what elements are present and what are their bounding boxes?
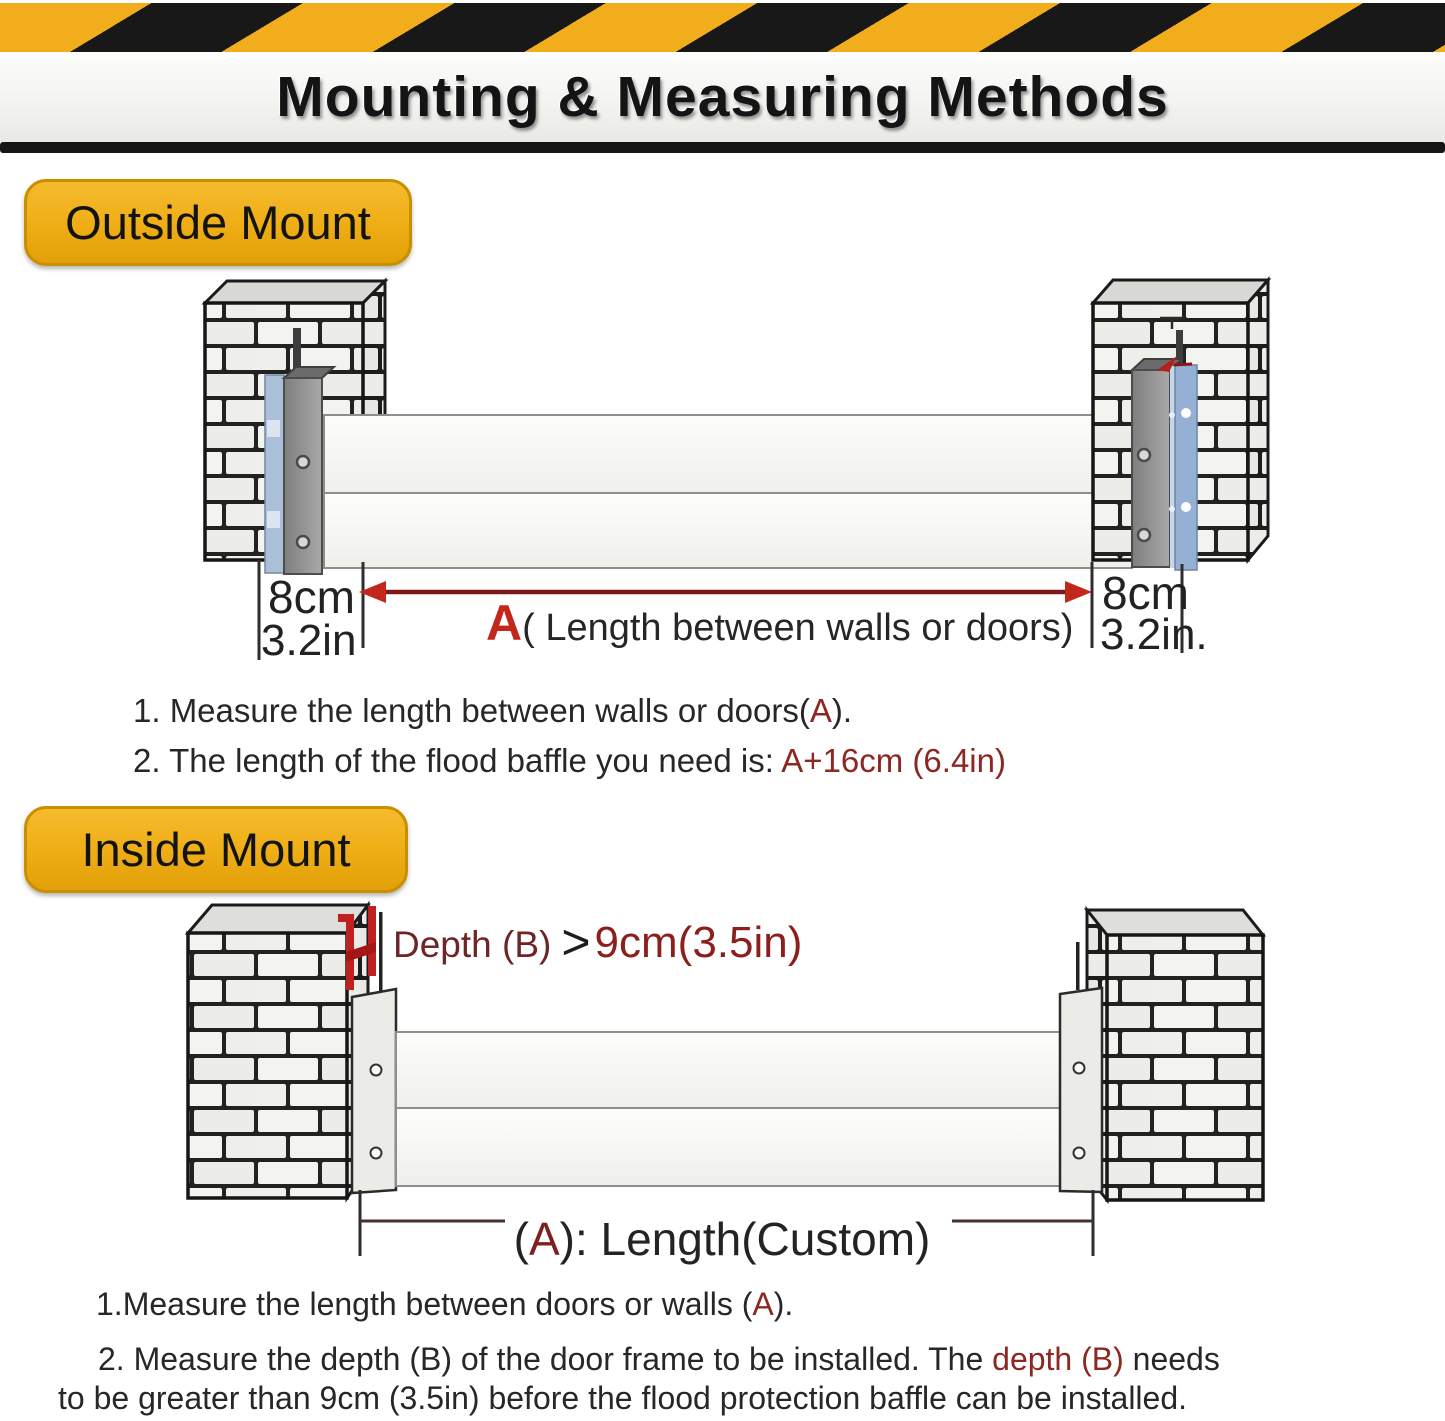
title-band [0,52,1445,142]
inside-step-3: to be greater than 9cm (3.5in) before the flood protection baffle can be installed. [58,1380,1188,1416]
outside-mount-diagram [0,268,1445,688]
outside-measurements [259,560,1208,665]
inside-mount-diagram [0,900,1445,1290]
header-divider [0,142,1445,153]
left-offset-cm: 8cm [268,571,355,623]
inside-right-pillar [1087,910,1263,1200]
outside-step-2: 2. The length of the flood baffle you need is: A+16cm (6.4in) [133,742,1006,779]
inside-mount-badge [24,806,408,893]
outside-flood-barrier [324,415,1132,568]
left-offset-in: 3.2in [261,616,357,665]
outside-mount-badge [24,179,412,266]
right-offset-in: 3.2in. [1100,610,1208,659]
outside-mount-badge-label: Outside Mount [65,196,371,249]
length-label: (A): Length(Custom) [513,1213,931,1265]
inside-measurements [360,1190,1093,1265]
page-title: Mounting & Measuring Methods [276,65,1169,129]
depth-annotation: Depth (B) >9cm(3.5in) [393,914,803,970]
outside-step-1: 1. Measure the length between walls or doors(A). [133,692,853,729]
inside-flood-barrier [396,1032,1060,1186]
span-label: A( Length between walls or doors) [486,595,1074,651]
inside-step-2: 2. Measure the depth (B) of the door frame to be installed. The depth (B) needs [98,1341,1220,1377]
inside-mount-badge-label: Inside Mount [81,823,351,876]
inside-step-1: 1.Measure the length between doors or walls (A). [96,1286,794,1322]
hazard-stripe-banner [0,0,1445,52]
outside-right-bracket [1132,330,1197,570]
right-offset-cm: 8cm [1102,567,1189,619]
inside-left-bracket [352,989,396,1193]
inside-left-pillar [188,905,368,1198]
arrowhead-right-icon [1065,581,1092,603]
